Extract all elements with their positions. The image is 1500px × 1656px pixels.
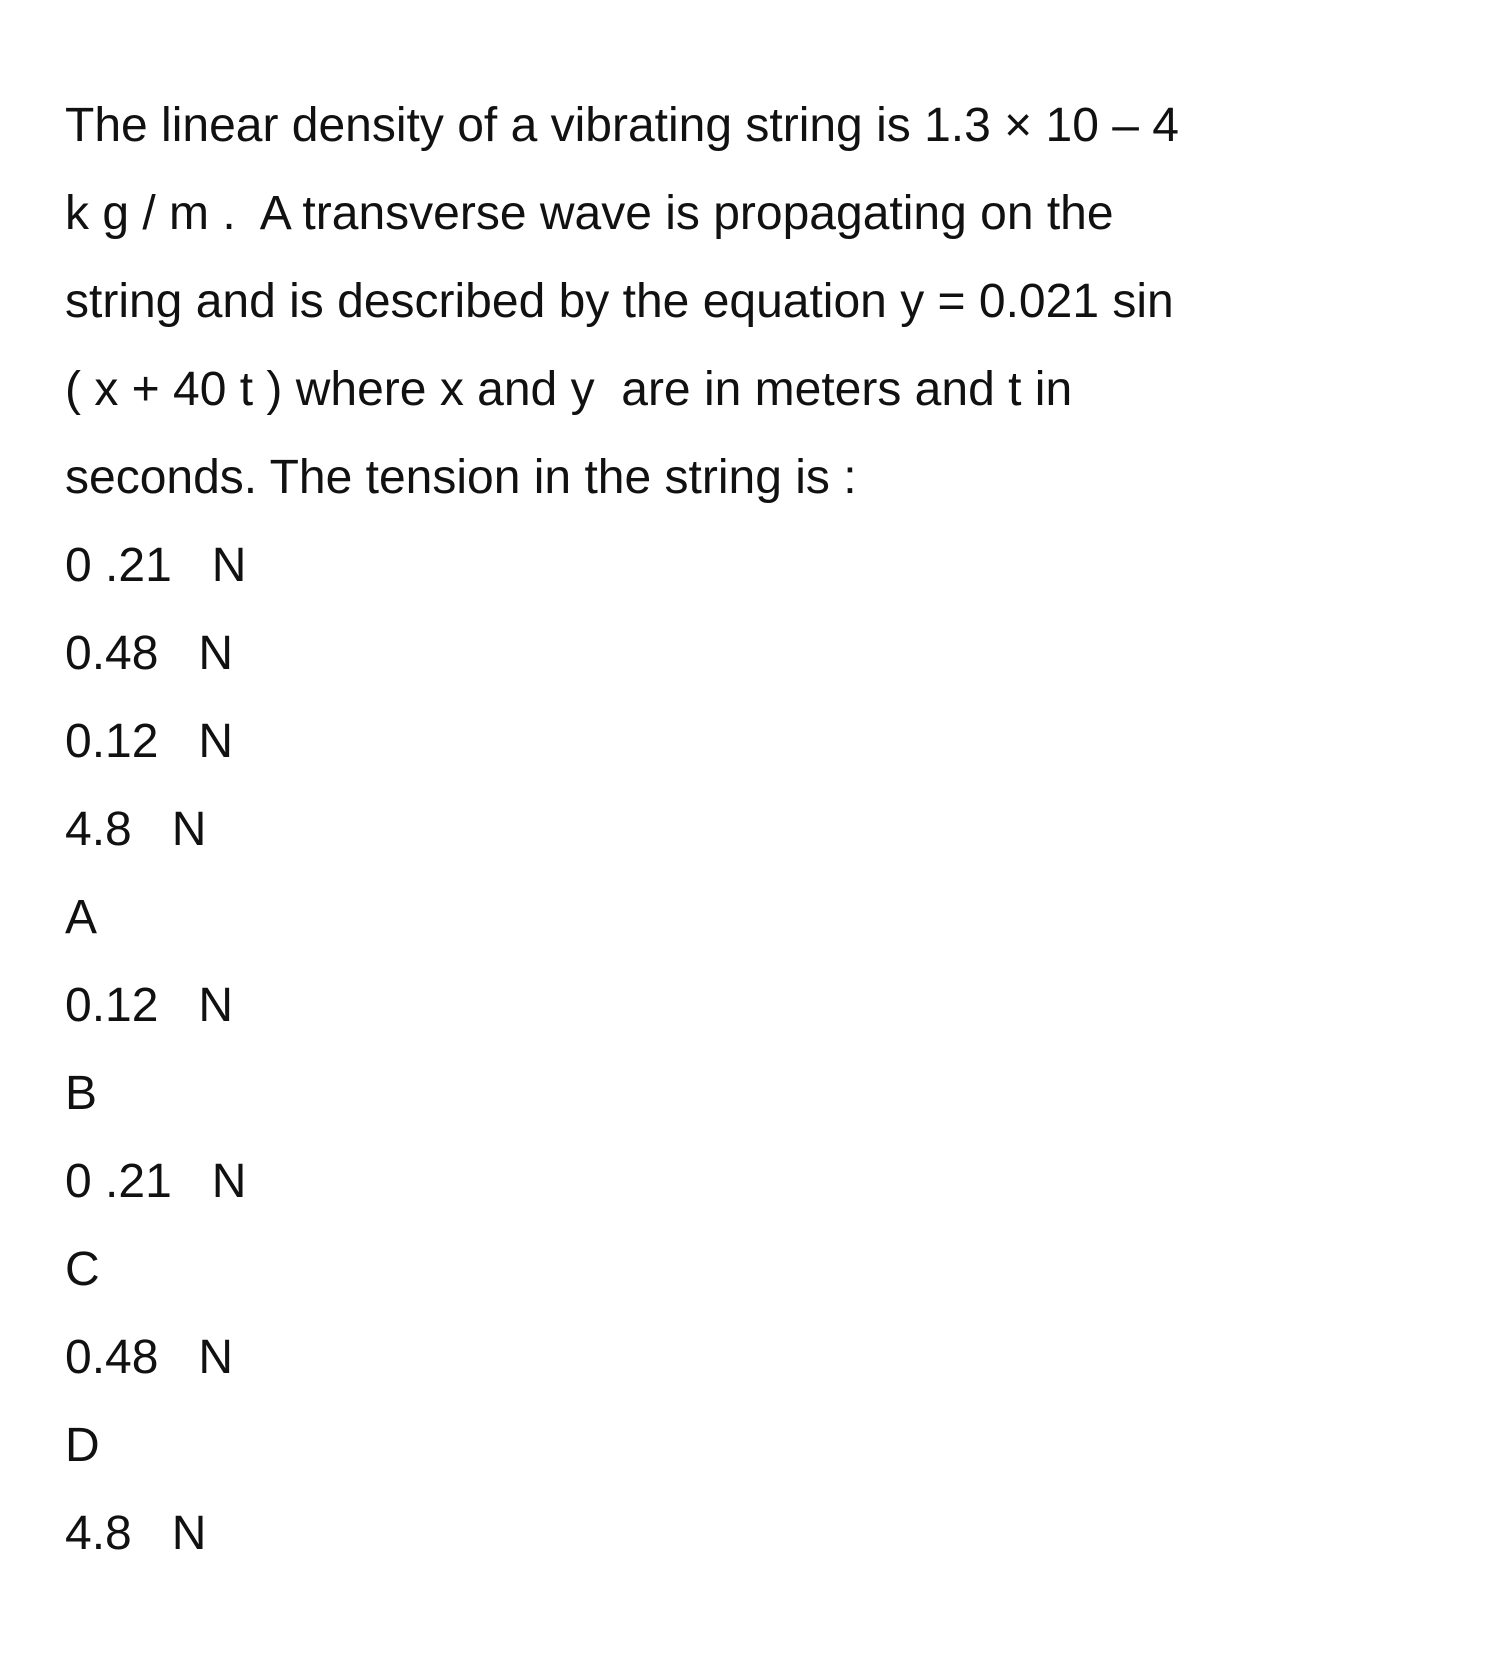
option-item: 0 .21 N bbox=[65, 539, 247, 592]
question-text bbox=[65, 82, 1445, 522]
option-letter-d: D bbox=[65, 1419, 100, 1472]
option-value-d: 4.8 N bbox=[65, 1507, 207, 1560]
question-line-4: ( x + 40 t ) where x and y are in meters and t in bbox=[65, 363, 1073, 416]
labeled-options bbox=[65, 874, 1445, 1578]
question-line-5: seconds. The tension in the string is : bbox=[65, 451, 857, 504]
options-list bbox=[65, 522, 1445, 874]
option-value-a: 0.12 N bbox=[65, 979, 234, 1032]
question-line-1: The linear density of a vibrating string is 1.3 × 10 – 4 bbox=[65, 99, 1179, 152]
question-document bbox=[65, 82, 1445, 1578]
option-item: 0.48 N bbox=[65, 627, 234, 680]
question-line-3: string and is described by the equation y = 0.021 sin bbox=[65, 275, 1174, 328]
option-letter-b: B bbox=[65, 1067, 98, 1120]
question-line-2: k g / m . A transverse wave is propagating on the bbox=[65, 187, 1114, 240]
option-item: 4.8 N bbox=[65, 803, 207, 856]
option-letter-a: A bbox=[65, 891, 98, 944]
option-value-b: 0 .21 N bbox=[65, 1155, 247, 1208]
option-letter-c: C bbox=[65, 1243, 100, 1296]
option-value-c: 0.48 N bbox=[65, 1331, 234, 1384]
option-item: 0.12 N bbox=[65, 715, 234, 768]
